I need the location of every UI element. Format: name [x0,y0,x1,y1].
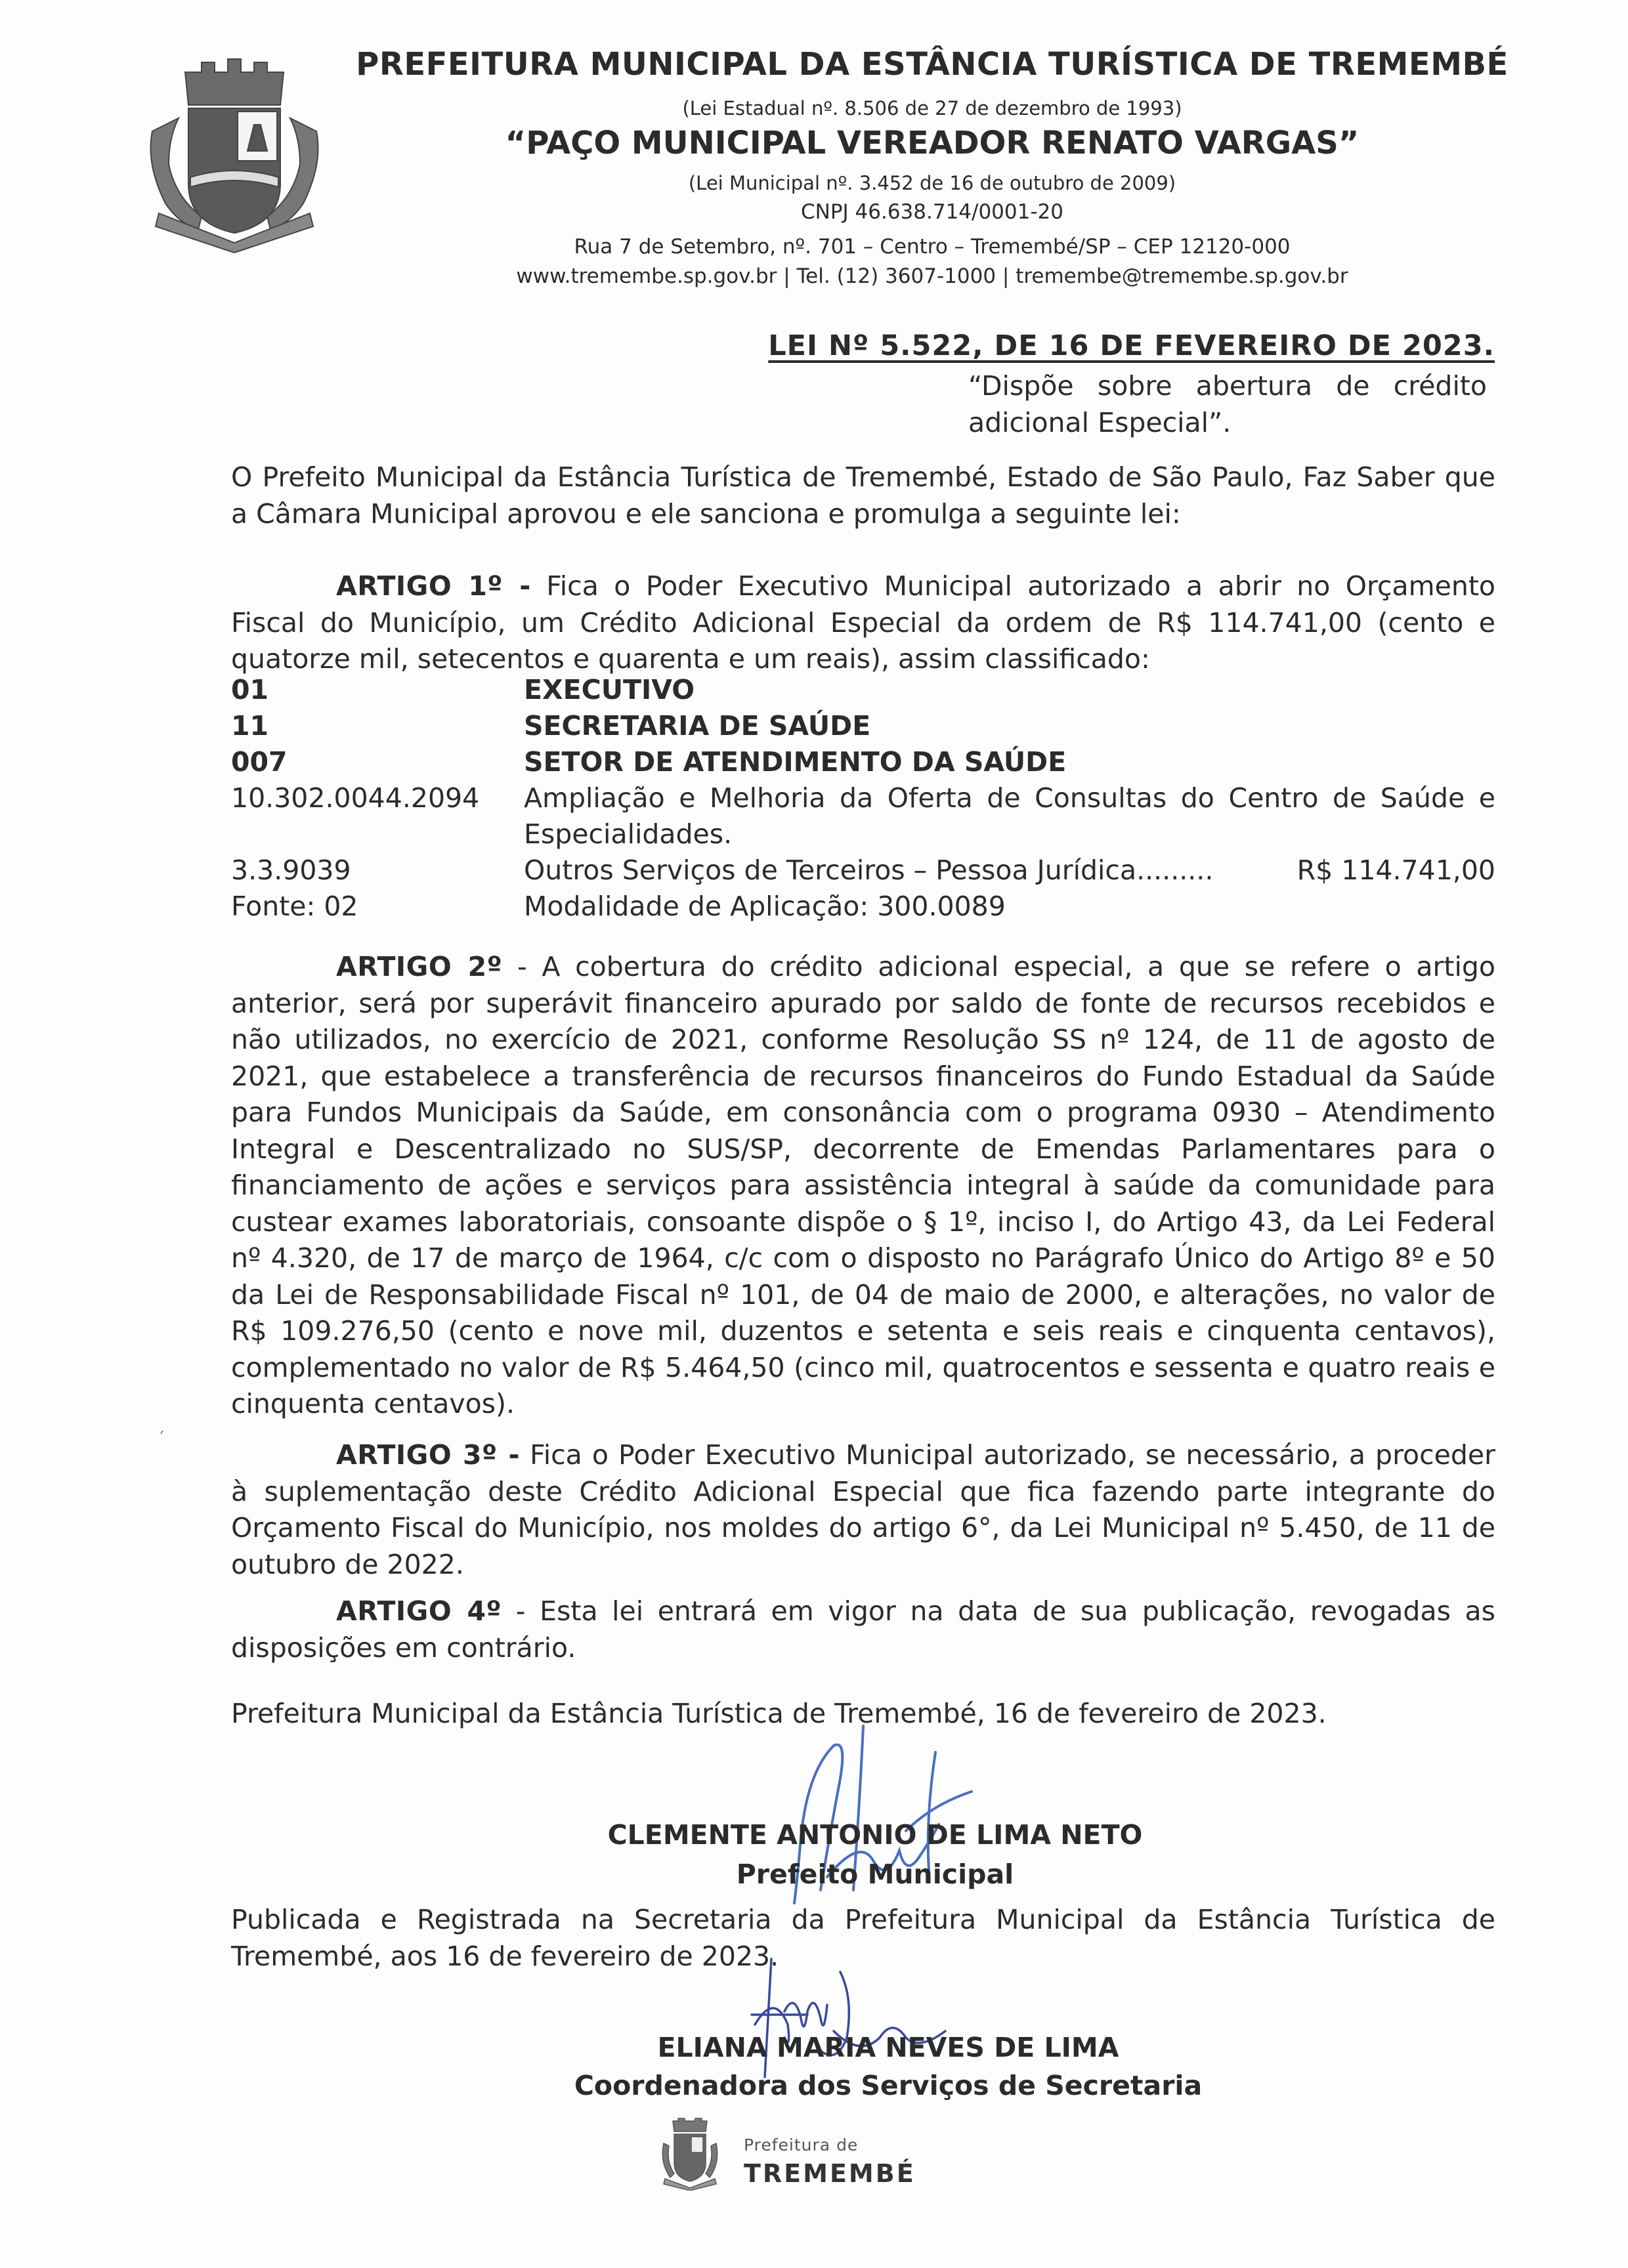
coat-of-arms-icon [139,52,330,256]
preamble: O Prefeito Municipal da Estância Turística de Tremembé, Estado de São Paulo, Faz Saber que a Câmara Municipal aprovou e ele sanciona e promulga a seguinte lei: [231,461,1495,530]
classification-code: 11 [231,710,269,742]
article-3-label: ARTIGO 3º - [336,1439,521,1471]
publication-note: Publicada e Registrada na Secretaria da Prefeitura Municipal da Estância Turística de Tremembé, aos 16 de fevereiro de 2023. [231,1904,1495,1972]
table-row [231,889,1495,925]
classification-description: Ampliação e Melhoria da Oferta de Consultas do Centro de Saúde e Especialidades. [524,782,1495,850]
mayor-role: Prefeito Municipal [736,1858,1014,1890]
header-contact: www.tremembe.sp.gov.br | Tel. (12) 3607-1000 | tremembe@tremembe.sp.gov.br [516,264,1348,288]
header-cnpj: CNPJ 46.638.714/0001-20 [801,200,1063,224]
article-2-label: ARTIGO 2º [336,951,503,982]
classification-amount: R$ 114.741,00 [1296,854,1495,886]
table-row [231,780,1495,852]
article-1-text: Fica o Poder Executivo Municipal autorizado a abrir no Orçamento Fiscal do Município, um Crédito Adicional Especial da ordem de R$ 114.741,00 (cento e quatorze mil, setecentos e quarenta e um reais), assim classificado: [231,570,1495,675]
budget-classification-table [231,672,1495,925]
header-address: Rua 7 de Setembro, nº. 701 – Centro – Tremembé/SP – CEP 12120-000 [574,235,1291,259]
table-row [231,744,1495,780]
secretary-name: ELIANA MARIA NEVES DE LIMA [657,2032,1119,2063]
classification-code: Fonte: 02 [231,891,358,922]
header-title: PREFEITURA MUNICIPAL DA ESTÂNCIA TURÍSTICA DE TREMEMBÉ [356,46,1509,83]
article-2 [231,949,1495,1423]
table-row [231,852,1495,889]
table-row [231,708,1495,744]
law-ementa: “Dispõe sobre abertura de crédito adicional Especial”. [968,370,1487,438]
law-title: LEI Nº 5.522, DE 16 DE FEVEREIRO DE 2023. [768,329,1495,362]
classification-description: SETOR DE ATENDIMENTO DA SAÚDE [524,746,1067,778]
footer-crest-icon [658,2117,721,2191]
article-1-label: ARTIGO 1º - [336,570,531,602]
table-row [231,672,1495,708]
article-4-label: ARTIGO 4º [336,1595,502,1627]
header-building-name: “PAÇO MUNICIPAL VEREADOR RENATO VARGAS” [505,125,1360,161]
secretary-role: Coordenadora dos Serviços de Secretaria [574,2070,1203,2101]
classification-code: 01 [231,674,269,705]
mayor-name: CLEMENTE ANTONIO DE LIMA NETO [607,1819,1143,1851]
article-4-text: - Esta lei entrará em vigor na data de sua publicação, revogadas as disposições em contrário. [231,1595,1495,1664]
classification-description: EXECUTIVO [524,674,695,705]
classification-description: Modalidade de Aplicação: 300.0089 [524,891,1006,922]
article-1 [231,568,1495,678]
article-4 [231,1593,1495,1666]
classification-description: SECRETARIA DE SAÚDE [524,710,871,742]
classification-code: 10.302.0044.2094 [231,782,480,814]
classification-code: 3.3.9039 [231,854,351,886]
classification-code: 007 [231,746,288,778]
footer-logo-prefix: Prefeitura de [744,2135,859,2154]
classification-description: Outros Serviços de Terceiros – Pessoa Jurídica......... [524,854,1214,886]
footer-logo-name: TREMEMBÉ [744,2159,916,2188]
secretary-signature-icon [748,1952,985,2084]
article-3 [231,1437,1495,1583]
header-state-law: (Lei Estadual nº. 8.506 de 27 de dezembro de 1993) [682,97,1182,119]
article-3-text: Fica o Poder Executivo Municipal autorizado, se necessário, a proceder à suplementação deste Crédito Adicional Especial que fica fazendo parte integrante do Orçamento Fiscal do Município, nos moldes do artigo 6°, da Lei Municipal nº 5.450, de 11 de outubro de 2022. [231,1439,1495,1580]
place-and-date: Prefeitura Municipal da Estância Turística de Tremembé, 16 de fevereiro de 2023. [231,1698,1327,1729]
header-municipal-law: (Lei Municipal nº. 3.452 de 16 de outubro de 2009) [688,172,1176,194]
scan-mark: ′ [160,1428,164,1446]
article-2-text: - A cobertura do crédito adicional especial, a que se refere o artigo anterior, será por superávit financeiro apurado por saldo de fonte de recursos recebidos e não utilizados, no exercício de 2021, conforme Resolução SS nº 124, de 11 de agosto de 2021, que estabelece a transferência de recursos financeiros do Fundo Estadual da Saúde para Fundos Municipais da Saúde, em consonância com o programa 0930 – Atendimento Integral e Descentralizado no SUS/SP, decorrente de Emendas Parlamentares para o financiamento de ações e serviços para assistência integral à saúde da comunidade para custear exames laboratoriais, consoante dispõe o § 1º, inciso I, do Artigo 43, da Lei Federal nº 4.320, de 17 de março de 1964, c/c com o disposto no Parágrafo Único do Artigo 8º e 50 da Lei de Responsabilidade Fiscal nº 101, de 04 de maio de 2000, e alterações, no valor de R$ 109.276,50 (cento e nove mil, duzentos e setenta e seis reais e cinquenta centavos), complementado no valor de R$ 5.464,50 (cinco mil, quatrocentos e sessenta e quatro reais e cinquenta centavos). [231,951,1495,1419]
